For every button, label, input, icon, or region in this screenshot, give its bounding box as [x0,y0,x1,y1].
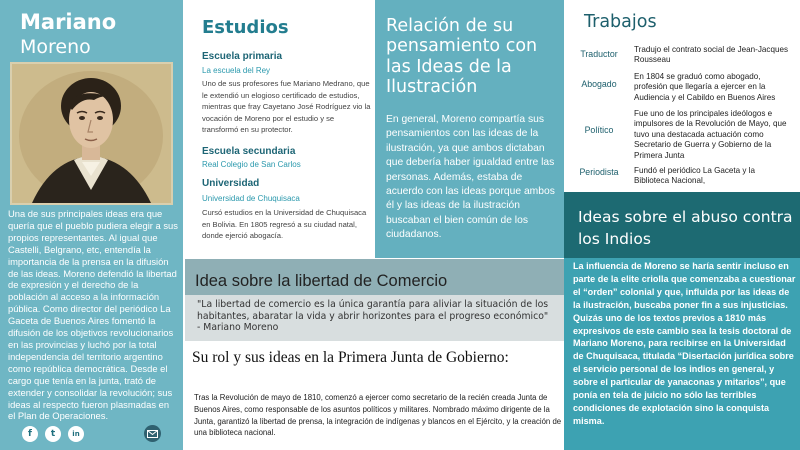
comercio-title: Idea sobre la libertad de Comercio [195,272,448,290]
estudios-title: Estudios [202,17,289,38]
relacion-text: En general, Moreno compartía sus pensamientos con las ideas de la ilustración, ya que ambos dictaban que debería haber igualdad entre las personas. Además, estaba de acuerdo con las ideas porque ambos él y las ideas de la ilustración buscaban el bien común de los ciudadanos. [386,114,555,241]
junta-section [185,343,564,450]
estudios-level: Universidad [202,178,260,189]
job-role: Traductor [580,49,618,59]
job-description: En 1804 se graduó como abogado, profesión que llegaría a ejercer en la Audiencia y el Cabildo en Buenos Aires [634,72,776,102]
estudios-description: Cursó estudios en la Universidad de Chuquisaca en Bolivia. En 1805 regresó a su ciudad natal, donde ejerció abogacía. [202,208,367,240]
first-name: Mariano [20,10,117,34]
trabajos-section [564,0,800,192]
quote-author: - Mariano Moreno [197,322,279,334]
estudios-institution: Universidad de Chuquisaca [202,194,300,203]
junta-title: Su rol y sus ideas en la Primera Junta de Gobierno: [192,349,509,366]
trabajos-title: Trabajos [584,12,657,32]
job-description: Tradujo el contrato social de Jean-Jacques Rousseau [634,45,789,65]
comercio-section [185,259,564,341]
estudios-level: Escuela secundaria [202,146,296,157]
estudios-level: Escuela primaria [202,51,283,62]
job-role: Abogado [581,79,617,89]
profile-panel [0,0,183,450]
last-name: Moreno [20,36,91,58]
indios-text: La influencia de Moreno se haría sentir incluso en parte de la elite criolla que comenzaba a cuestionar el “orden” colonial y que, influida por las ideas de la ilustración, buscaba poner fin a sus injusticias. Quizás uno de los textos previos a 1810 más expresivos de este cambio sea la tesis doctoral de Mariano Moreno, para recibirse en la Universidad de Chuquisaca, titulada “Disertación jurídica sobre el servicio personal de los indios en general, y sobre el particular de yanaconas y mitarios”, que ponía en tela de juicio no sólo las terribles condiciones de explotación sino la conquista misma. [573,261,796,426]
estudios-institution: Real Colegio de San Carlos [202,160,301,169]
facebook-icon[interactable]: f [22,426,38,442]
job-role: Político [584,125,614,135]
job-role: Periodista [579,167,619,177]
indios-section [564,192,800,450]
job-description: Fundó el periódico La Gaceta y la Biblioteca Nacional, [634,166,756,186]
mail-icon[interactable] [144,425,161,442]
estudios-description: Uno de sus profesores fue Mariano Medrano, que le extendió un elogioso certificado de estudios, mientras que fray Cayetano José Rodríguez vio la vocación de Moreno por el estudio y se transformó en su protector. [202,79,371,134]
job-description: Fue uno de los principales ideólogos e impulsores de la Revolución de Mayo, que tuvo una destacada actuación como Secretario de Guerra y Gobierno de la Primera Junta [634,109,787,160]
estudios-institution: La escuela del Rey [202,66,271,75]
twitter-icon[interactable]: t [45,426,61,442]
indios-title: Ideas sobre el abuso contra los Indios [578,208,793,248]
junta-text: Tras la Revolución de mayo de 1810, comenzó a ejercer como secretario de la recién creada Junta de Buenos Aires, como responsable de los asuntos políticos y militares. Nombrado máximo dirigente de la Junta, garantizó la libertad de prensa, la integración de indígenas y blancos en el Ejército, y la creación de una biblioteca nacional. [194,393,562,438]
portrait-image [10,62,173,205]
relacion-section [375,0,564,258]
relacion-title: Relación de su pensamiento con las Ideas de la Ilustración [386,16,538,97]
linkedin-icon[interactable]: in [68,426,84,442]
estudios-section [183,0,373,258]
quote-text: "La libertad de comercio es la única garantía para aliviar la situación de los habitantes, abaratar la vida y abrir horizontes para el progreso económico" [197,299,549,322]
profile-bio: Una de sus principales ideas era que quería que el pueblo pudiera elegir a sus propios representantes. Al igual que Castelli, Belgrano, etc, entendía la importancia de la prensa en la difusión de las ideas. Moreno defendió la libertad de expresión y el derecho de la población al acceso a la información pública. Como director del periódico La Gaceta de Buenos Aires fomentó la difusión de los objetivos revolucionarios en las provincias y luchó por la total independencia del territorio argentino como república democrática. Desde el cargo que tenía en la junta, trató de extender y consolidar la revolución; sus ideas al respecto fueron plasmadas en el Plan de Operaciones. [8,208,178,422]
comercio-quote [197,299,562,334]
